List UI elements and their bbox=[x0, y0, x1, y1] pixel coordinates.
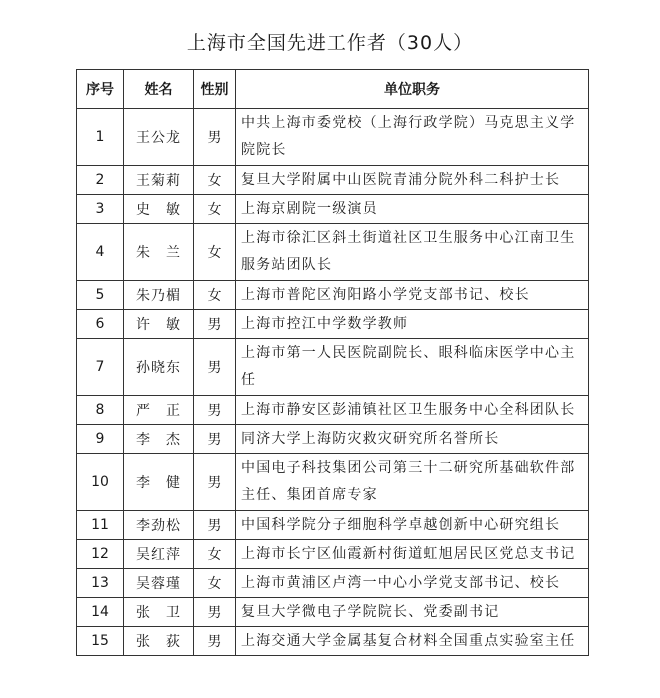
row-index: 12 bbox=[77, 540, 124, 569]
row-position: 上海京剧院一级演员 bbox=[236, 195, 589, 224]
row-name: 王公龙 bbox=[124, 109, 194, 166]
row-name: 王菊莉 bbox=[124, 166, 194, 195]
row-position: 上海市黄浦区卢湾一中心小学党支部书记、校长 bbox=[236, 569, 589, 598]
header-name: 姓名 bbox=[124, 70, 194, 109]
row-gender: 男 bbox=[194, 396, 236, 425]
row-index: 11 bbox=[77, 511, 124, 540]
row-name: 史 敏 bbox=[124, 195, 194, 224]
row-name: 许 敏 bbox=[124, 310, 194, 339]
row-name: 李劲松 bbox=[124, 511, 194, 540]
row-index: 8 bbox=[77, 396, 124, 425]
row-gender: 男 bbox=[194, 339, 236, 396]
row-index: 13 bbox=[77, 569, 124, 598]
row-gender: 男 bbox=[194, 310, 236, 339]
row-gender: 女 bbox=[194, 224, 236, 281]
row-name: 李 杰 bbox=[124, 425, 194, 454]
row-index: 2 bbox=[77, 166, 124, 195]
row-position: 上海市徐汇区斜土街道社区卫生服务中心江南卫生服务站团队长 bbox=[236, 224, 589, 281]
row-gender: 女 bbox=[194, 569, 236, 598]
header-position: 单位职务 bbox=[236, 70, 589, 109]
row-gender: 男 bbox=[194, 511, 236, 540]
header-index: 序号 bbox=[77, 70, 124, 109]
row-index: 9 bbox=[77, 425, 124, 454]
table-row bbox=[77, 224, 589, 281]
row-position: 复旦大学附属中山医院青浦分院外科二科护士长 bbox=[236, 166, 589, 195]
row-index: 10 bbox=[77, 454, 124, 511]
row-position: 上海市静安区彭浦镇社区卫生服务中心全科团队长 bbox=[236, 396, 589, 425]
table-header-row bbox=[77, 70, 589, 109]
table-row bbox=[77, 310, 589, 339]
table-row bbox=[77, 598, 589, 627]
header-gender: 性别 bbox=[194, 70, 236, 109]
row-gender: 女 bbox=[194, 166, 236, 195]
row-position: 同济大学上海防灾救灾研究所名誉所长 bbox=[236, 425, 589, 454]
row-position: 上海交通大学金属基复合材料全国重点实验室主任 bbox=[236, 627, 589, 656]
row-position: 中国科学院分子细胞科学卓越创新中心研究组长 bbox=[236, 511, 589, 540]
table-row bbox=[77, 540, 589, 569]
table-row bbox=[77, 511, 589, 540]
table-row bbox=[77, 281, 589, 310]
row-name: 吴蓉瑾 bbox=[124, 569, 194, 598]
roster-table bbox=[76, 69, 589, 656]
row-index: 3 bbox=[77, 195, 124, 224]
row-gender: 男 bbox=[194, 454, 236, 511]
table-row bbox=[77, 569, 589, 598]
row-name: 张 荻 bbox=[124, 627, 194, 656]
row-gender: 男 bbox=[194, 598, 236, 627]
row-name: 孙晓东 bbox=[124, 339, 194, 396]
row-position: 上海市第一人民医院副院长、眼科临床医学中心主任 bbox=[236, 339, 589, 396]
table-row bbox=[77, 454, 589, 511]
row-name: 张 卫 bbox=[124, 598, 194, 627]
row-position: 中共上海市委党校（上海行政学院）马克思主义学院院长 bbox=[236, 109, 589, 166]
row-name: 李 健 bbox=[124, 454, 194, 511]
row-name: 吴红萍 bbox=[124, 540, 194, 569]
row-gender: 女 bbox=[194, 195, 236, 224]
row-index: 6 bbox=[77, 310, 124, 339]
row-position: 上海市控江中学数学教师 bbox=[236, 310, 589, 339]
row-name: 朱 兰 bbox=[124, 224, 194, 281]
row-position: 中国电子科技集团公司第三十二研究所基础软件部主任、集团首席专家 bbox=[236, 454, 589, 511]
row-gender: 女 bbox=[194, 540, 236, 569]
row-index: 1 bbox=[77, 109, 124, 166]
table-row bbox=[77, 109, 589, 166]
row-name: 严 正 bbox=[124, 396, 194, 425]
table-body bbox=[77, 109, 589, 656]
row-gender: 男 bbox=[194, 425, 236, 454]
table-row bbox=[77, 627, 589, 656]
row-index: 5 bbox=[77, 281, 124, 310]
row-gender: 男 bbox=[194, 109, 236, 166]
row-name: 朱乃楣 bbox=[124, 281, 194, 310]
table-row bbox=[77, 339, 589, 396]
row-index: 14 bbox=[77, 598, 124, 627]
table-row bbox=[77, 195, 589, 224]
row-position: 上海市普陀区洵阳路小学党支部书记、校长 bbox=[236, 281, 589, 310]
row-position: 上海市长宁区仙霞新村街道虹旭居民区党总支书记 bbox=[236, 540, 589, 569]
row-index: 15 bbox=[77, 627, 124, 656]
table-row bbox=[77, 425, 589, 454]
row-gender: 男 bbox=[194, 627, 236, 656]
row-index: 4 bbox=[77, 224, 124, 281]
row-position: 复旦大学微电子学院院长、党委副书记 bbox=[236, 598, 589, 627]
table-row bbox=[77, 166, 589, 195]
page-title: 上海市全国先进工作者（30人） bbox=[186, 32, 474, 54]
table-row bbox=[77, 396, 589, 425]
row-gender: 女 bbox=[194, 281, 236, 310]
row-index: 7 bbox=[77, 339, 124, 396]
